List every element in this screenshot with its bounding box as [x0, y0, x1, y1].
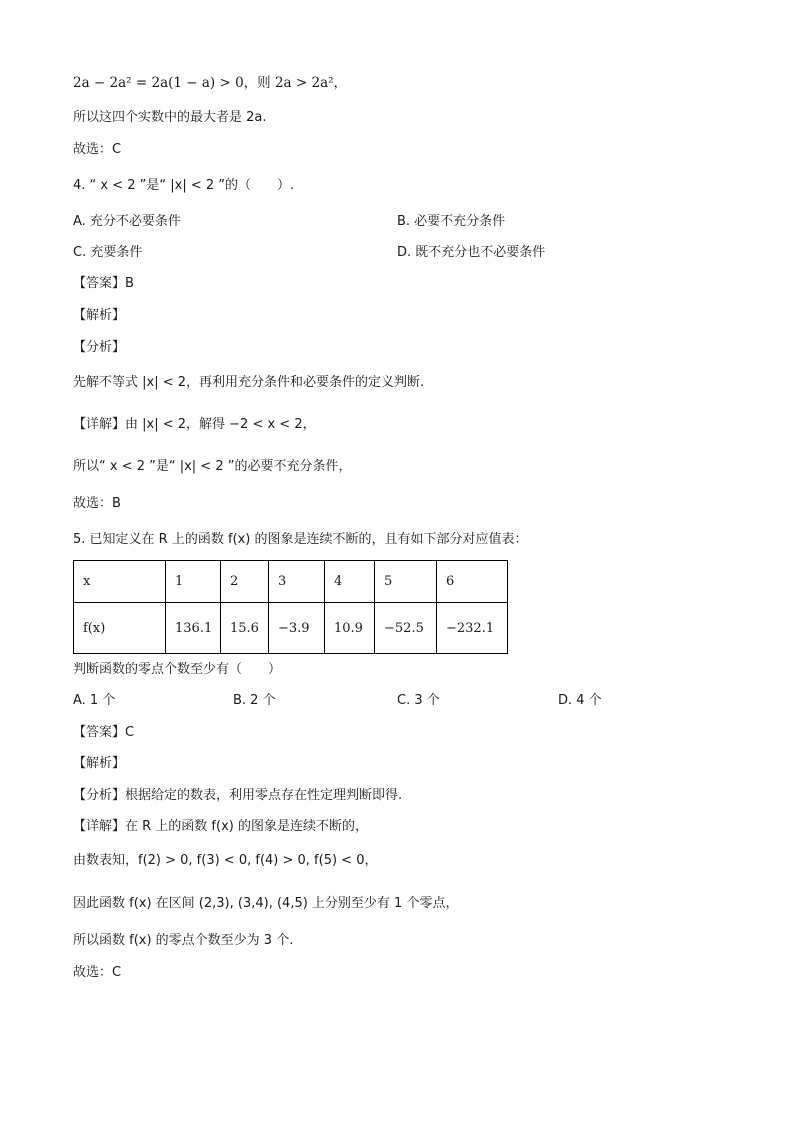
table-cell: 3 — [269, 561, 325, 603]
text-line: 因此函数 f(x) 在区间 (2,3), (3,4), (4,5) 上分别至少有 1 个零点， — [73, 896, 459, 911]
table-cell: f(x) — [74, 603, 166, 654]
text-line: 判断函数的零点个数至少有（ ） — [73, 662, 282, 677]
text-line: 所以“ x < 2 ”是“ |x| < 2 ”的必要不充分条件， — [73, 459, 352, 474]
option-d: D. 既不充分也不必要条件 — [397, 245, 546, 260]
text-line: 所以函数 f(x) 的零点个数至少为 3 个. — [73, 933, 294, 948]
value-table — [73, 560, 508, 654]
table-cell: 1 — [166, 561, 221, 603]
table-cell: 4 — [325, 561, 375, 603]
analysis-label: 【解析】 — [73, 756, 126, 771]
text-line: 【详解】在 R 上的函数 f(x) 的图象是连续不断的， — [73, 819, 368, 834]
option-a: A. 1 个 — [73, 693, 116, 708]
option-c: C. 3 个 — [397, 693, 440, 708]
table-cell: 5 — [375, 561, 437, 603]
table-cell: x — [74, 561, 166, 603]
table-row — [74, 603, 508, 654]
table-cell: −232.1 — [437, 603, 508, 654]
answer-label: 【答案】B — [73, 276, 134, 291]
fenxi-label: 【分析】 — [73, 340, 126, 355]
text-line: 由数表知，f(2) > 0, f(3) < 0, f(4) > 0, f(5) < 0， — [73, 853, 378, 868]
option-c: C. 充要条件 — [73, 245, 143, 260]
answer-label: 【答案】C — [73, 725, 135, 740]
option-a: A. 充分不必要条件 — [73, 214, 181, 229]
option-b: B. 必要不充分条件 — [397, 214, 506, 229]
table-cell: −52.5 — [375, 603, 437, 654]
text-line: 【详解】由 |x| < 2，解得 −2 < x < 2， — [73, 417, 316, 432]
table-cell: −3.9 — [269, 603, 325, 654]
text-line: 故选：B — [73, 496, 121, 511]
analysis-label: 【解析】 — [73, 308, 126, 323]
text-line: 所以这四个实数中的最大者是 2a. — [73, 110, 267, 125]
table-row — [74, 561, 508, 603]
table-cell: 6 — [437, 561, 508, 603]
text-line: 故选：C — [73, 965, 122, 980]
fenxi-label: 【分析】根据给定的数表，利用零点存在性定理判断即得. — [73, 788, 403, 803]
table-cell: 15.6 — [221, 603, 269, 654]
table-cell: 10.9 — [325, 603, 375, 654]
table-cell: 136.1 — [166, 603, 221, 654]
table-cell: 2 — [221, 561, 269, 603]
question-4: 4. “ x < 2 ”是“ |x| < 2 ”的（ ）. — [73, 178, 295, 193]
option-d: D. 4 个 — [558, 693, 602, 708]
option-b: B. 2 个 — [233, 693, 276, 708]
text-line: 2a − 2a² = 2a(1 − a) > 0，则 2a > 2a²， — [73, 75, 348, 91]
question-5: 5. 已知定义在 R 上的函数 f(x) 的图象是连续不断的，且有如下部分对应值表： — [73, 532, 528, 547]
text-line: 故选：C — [73, 142, 122, 157]
text-line: 先解不等式 |x| < 2，再利用充分条件和必要条件的定义判断. — [73, 375, 425, 390]
